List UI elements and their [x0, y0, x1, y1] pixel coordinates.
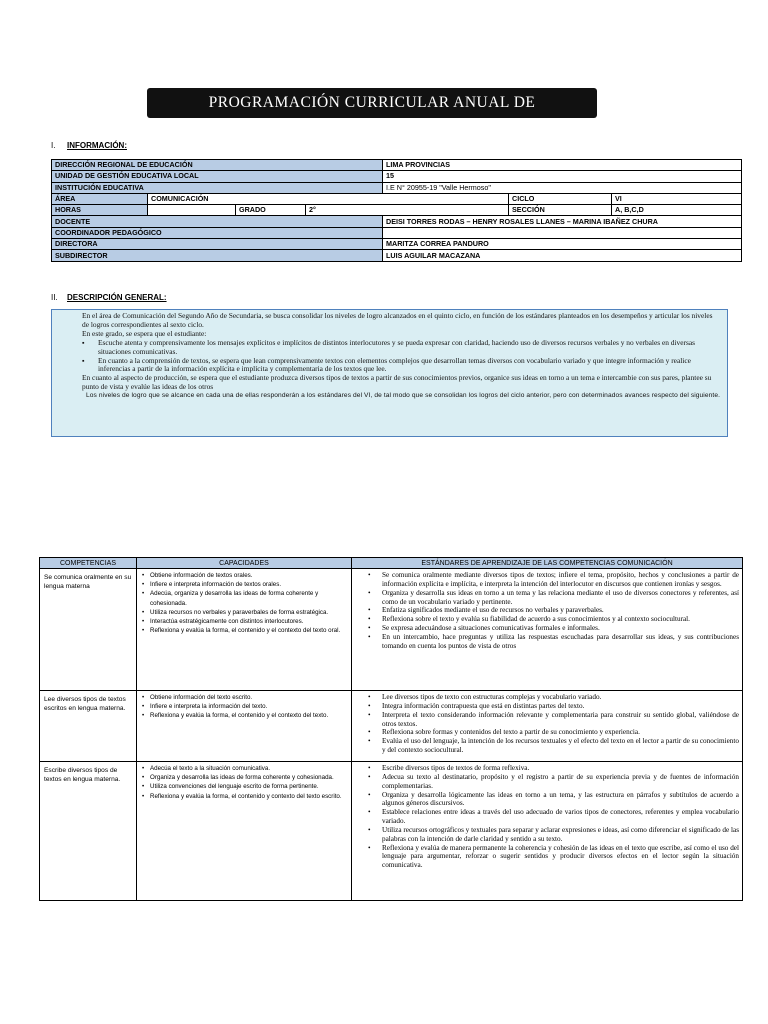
capacidades-list [140, 571, 348, 635]
info-row-docente [52, 216, 742, 227]
info-value: 15 [383, 171, 742, 182]
info-value: COMUNICACIÓN [148, 193, 509, 204]
table-row [40, 762, 743, 901]
capacidades-cell [137, 762, 352, 901]
competencia-cell: Se comunica oralmente en su lengua materna [40, 569, 137, 691]
capacidades-list [140, 764, 348, 801]
info-label: INSTITUCIÓN EDUCATIVA [52, 182, 383, 193]
estandares-list [355, 693, 739, 755]
capacidad-item: • Reflexiona y evalúa la forma, el contenido y el contexto del texto oral. [150, 626, 348, 635]
info-label: DIRECCIÓN REGIONAL DE EDUCACIÓN [52, 160, 383, 171]
capacidad-item: • Reflexiona y evalúa la forma, el contenido y contexto del texto escrito. [150, 792, 348, 801]
table-row [40, 569, 743, 691]
capacidad-item: • Infiere e interpreta información de textos orales. [150, 580, 348, 589]
info-row-horas [52, 205, 742, 216]
capacidad-item: • Interactúa estratégicamente con distintos interlocutores. [150, 617, 348, 626]
description-bullet: ▪ En cuanto a la comprensión de textos, se espera que lean comprensivamente textos con elementos complejos que desarrollan temas diversos con vocabulario variado y que integre información y realice inferencias a partir de la información explícita e implícita y complementaria de los textos que lee. [98, 357, 721, 375]
estandares-cell [352, 569, 743, 691]
info-row-ie [52, 182, 742, 193]
info-label: CICLO [509, 193, 612, 204]
info-value: LIMA PROVINCIAS [383, 160, 742, 171]
info-label: GRADO [236, 205, 306, 216]
capacidad-item: • Obtiene información de textos orales. [150, 571, 348, 580]
capacidad-item: • Organiza y desarrolla las ideas de forma coherente y cohesionada. [150, 773, 348, 782]
estandares-list [355, 764, 739, 870]
capacidad-item: • Adecúa, organiza y desarrolla las ideas de forma coherente y cohesionada. [150, 589, 348, 607]
estandar-item: • Enfatiza significados mediante el uso de recursos no verbales y paraverbales. [382, 606, 739, 615]
info-row-directora [52, 239, 742, 250]
capacidad-item: • Utiliza recursos no verbales y paraverbales de forma estratégica. [150, 608, 348, 617]
estandar-item: • Se expresa adecuándose a situaciones comunicativas formales e informales. [382, 624, 739, 633]
column-header: ESTÁNDARES DE APRENDIZAJE DE LAS COMPETENCIAS COMUNICACIÓN [352, 558, 743, 569]
info-value-empty [383, 227, 742, 238]
capacidades-cell [137, 691, 352, 762]
capacidad-item: • Infiere e interpreta la información del texto. [150, 702, 348, 711]
capacidad-item: • Utiliza convenciones del lenguaje escrito de forma pertinente. [150, 782, 348, 791]
info-table [51, 159, 742, 262]
info-value-empty [148, 205, 236, 216]
estandar-item: • Se comunica oralmente mediante diversos tipos de textos; infiere el tema, propósito, hechos y conclusiones a partir de información explícita e implícita, e interpreta la intención del interlocutor en discursos que contienen ironías y sesgos. [382, 571, 739, 589]
info-label: ÁREA [52, 193, 148, 204]
description-lead: En este grado, se espera que el estudiante: [82, 328, 207, 338]
description-box [51, 309, 728, 437]
competencias-table [39, 557, 743, 901]
competencias-header-row [40, 558, 743, 569]
description-production: En cuanto al aspecto de producción, se espera que el estudiante produzca diversos tipos de textos a partir de sus conocimientos previos, organice sus ideas en torno a un tema e intercambie con sus pares, plantee su punto de vista y evalúe las ideas de los otros [82, 373, 712, 392]
capacidades-cell [137, 569, 352, 691]
info-label: SECCIÓN [509, 205, 612, 216]
capacidad-item: • Reflexiona y evalúa la forma, el contenido y el contexto del texto. [150, 711, 348, 720]
capacidad-item: • Obtiene información del texto escrito. [150, 693, 348, 702]
info-label: SUBDIRECTOR [52, 250, 383, 261]
info-value: DEISI TORRES RODAS – HENRY ROSALES LLANES – MARINA IBAÑEZ CHURA [383, 216, 742, 227]
info-value: LUIS AGUILAR MACAZANA [383, 250, 742, 261]
estandar-item: • Interpreta el texto considerando información relevante y complementaria para construir su sentido global, valiéndose de otros textos. [382, 711, 739, 729]
estandar-item: • En un intercambio, hace preguntas y utiliza las respuestas escuchadas para desarrollar sus ideas, y sus contribuciones tomando en cuenta los puntos de vista de otros [382, 633, 739, 651]
section-label: DESCRIPCIÓN GENERAL: [67, 293, 167, 302]
info-label: COORDINADOR PEDAGÓGICO [52, 227, 383, 238]
estandar-item: • Utiliza recursos ortográficos y textuales para separar y aclarar expresiones e ideas, así como diferenciar el significado de las palabras con la intención de darle claridad y sentido a su texto. [382, 826, 739, 844]
section-label: INFORMACIÓN: [67, 141, 127, 150]
info-row-subdirector [52, 250, 742, 261]
info-row-coordinador [52, 227, 742, 238]
info-value: 2° [306, 205, 509, 216]
description-bullet: ▪ Escuche atenta y comprensivamente los mensajes explícitos e implícitos de distintos interlocutores y se pueda expresar con claridad, haciendo uso de diversos recursos verbales y no verbales en diversas situaciones comunicativas. [98, 339, 721, 357]
estandar-item: • Escribe diversos tipos de textos de forma reflexiva. [382, 764, 739, 773]
section-number: I. [51, 141, 56, 150]
info-label: DOCENTE [52, 216, 383, 227]
info-label: DIRECTORA [52, 239, 383, 250]
section-heading-info [51, 141, 127, 150]
estandar-item: • Lee diversos tipos de texto con estructuras complejas y vocabulario variado. [382, 693, 739, 702]
estandares-cell [352, 691, 743, 762]
description-list [82, 339, 721, 375]
info-label: HORAS [52, 205, 148, 216]
competencia-cell: Escribe diversos tipos de textos en lengua materna. [40, 762, 137, 901]
competencias-body [40, 569, 743, 901]
estandares-list [355, 571, 739, 651]
estandar-item: • Organiza y desarrolla sus ideas en torno a un tema y las relaciona mediante el uso de diversos conectores y referentes, así como de un vocabulario variado y pertinente. [382, 589, 739, 607]
table-row [40, 691, 743, 762]
estandares-cell [352, 762, 743, 901]
section-number: II. [51, 293, 58, 302]
info-value: I.E N° 20955-19 "Valle Hermoso" [383, 182, 742, 193]
estandar-item: • Evalúa el uso del lenguaje, la intención de los recursos textuales y el efecto del texto en el lector a partir de su conocimiento y del contexto sociocultural. [382, 737, 739, 755]
estandar-item: • Establece relaciones entre ideas a través del uso adecuado de varios tipos de conectores, referentes y emplea vocabulario variado. [382, 808, 739, 826]
section-heading-description [51, 293, 167, 302]
info-row-area [52, 193, 742, 204]
estandar-item: • Adecua su texto al destinatario, propósito y el registro a partir de su experiencia previa y de fuentes de información complementarias. [382, 773, 739, 791]
column-header: CAPACIDADES [137, 558, 352, 569]
info-value: A, B,C,D [612, 205, 742, 216]
document-title: PROGRAMACIÓN CURRICULAR ANUAL DE [147, 88, 597, 118]
competencia-cell: Lee diversos tipos de textos escritos en lengua materna. [40, 691, 137, 762]
description-closing: Los niveles de logro que se alcance en cada una de ellas responderán a los estándares del VI, de tal modo que se consolidan los logros del ciclo anterior, pero con determinados avances respecto del siguiente. [86, 392, 721, 400]
estandar-item: • Reflexiona sobre el texto y evalúa su fiabilidad de acuerdo a sus conocimientos y al contexto sociocultural. [382, 615, 739, 624]
description-intro: En el área de Comunicación del Segundo Año de Secundaria, se busca consolidar los niveles de logro alcanzados en el quinto ciclo, en función de los estándares planteados en los desempeños y articular los niveles de logros correspondientes al sexto ciclo. [82, 311, 713, 329]
estandar-item: • Reflexiona sobre formas y contenidos del texto a partir de su conocimiento y experiencia. [382, 728, 739, 737]
estandar-item: • Integra información contrapuesta que está en distintas partes del texto. [382, 702, 739, 711]
estandar-item: • Organiza y desarrolla lógicamente las ideas en torno a un tema, y las estructura en párrafos y subtítulos de acuerdo a algunos géneros discursivos. [382, 791, 739, 809]
info-value: MARITZA CORREA PANDURO [383, 239, 742, 250]
info-value: VI [612, 193, 742, 204]
capacidad-item: • Adecúa el texto a la situación comunicativa. [150, 764, 348, 773]
info-row-ugel [52, 171, 742, 182]
capacidades-list [140, 693, 348, 721]
info-row-dre [52, 160, 742, 171]
info-label: UNIDAD DE GESTIÓN EDUCATIVA LOCAL [52, 171, 383, 182]
column-header: COMPETENCIAS [40, 558, 137, 569]
estandar-item: • Reflexiona y evalúa de manera permanente la coherencia y cohesión de las ideas en el texto que escribe, así como el uso del lenguaje para argumentar, reforzar o sugerir sentidos y producir diversos efectos en el lector según la situación comunicativa. [382, 844, 739, 871]
